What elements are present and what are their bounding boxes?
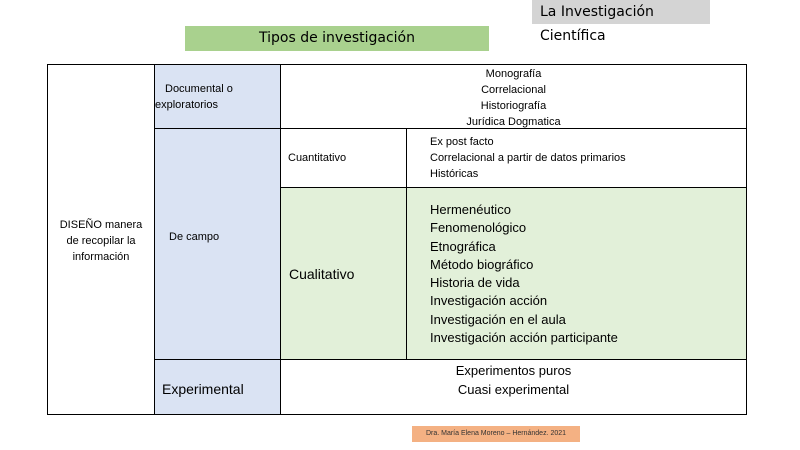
cuantitativo-item: Ex post facto xyxy=(430,136,494,148)
campo-label-cell xyxy=(154,128,281,360)
campo-label: De campo xyxy=(169,231,220,243)
cuantitativo-items-cell xyxy=(406,128,747,188)
cualitativo-item: Fenomenológico xyxy=(430,220,527,236)
cualitativo-item: Investigación acción xyxy=(430,293,548,309)
experimental-items-cell xyxy=(280,359,747,415)
experimental-label: Experimental xyxy=(162,381,244,397)
author-footer: Dra. María Elena Moreno – Hernández. 2021 xyxy=(412,426,580,442)
cualitativo-item: Investigación en el aula xyxy=(430,311,566,327)
documental-label-cell xyxy=(154,64,281,129)
diseno-line: DISEÑO manera xyxy=(59,219,143,231)
cualitativo-item: Etnográfica xyxy=(430,238,496,254)
cualitativo-label: Cualitativo xyxy=(289,266,355,282)
cualitativo-item: Historia de vida xyxy=(430,275,520,291)
cualitativo-items-cell xyxy=(406,187,747,360)
cualitativo-item: Investigación acción participante xyxy=(430,330,618,346)
cualitativo-label-cell xyxy=(280,187,407,360)
experimental-item: Cuasi experimental xyxy=(457,382,570,397)
experimental-item: Experimentos puros xyxy=(455,363,572,378)
cualitativo-item: Método biográfico xyxy=(430,256,534,272)
diseno-line: información xyxy=(72,251,130,263)
cualitativo-item: Hermenéutico xyxy=(430,202,511,217)
diseno-cell xyxy=(47,64,155,415)
documental-label-line: exploratorios xyxy=(155,99,218,111)
documental-item: Correlacional xyxy=(481,84,546,96)
cuantitativo-item: Correlacional a partir de datos primarios xyxy=(430,152,626,164)
documental-item: Historiografía xyxy=(480,100,547,112)
cuantitativo-label: Cuantitativo xyxy=(288,152,347,164)
cuantitativo-label-cell xyxy=(280,128,407,188)
slide-subtitle: Tipos de investigación xyxy=(185,26,489,51)
cuantitativo-item: Históricas xyxy=(430,168,479,180)
documental-label-line: Documental o xyxy=(165,83,233,95)
presentation-title-badge: La Investigación Científica xyxy=(532,0,710,24)
documental-items-cell xyxy=(280,64,747,129)
documental-item: Jurídica Dogmatica xyxy=(466,116,561,128)
diseno-line: de recopilar la xyxy=(66,235,136,247)
documental-item: Monografía xyxy=(485,68,542,80)
experimental-label-cell xyxy=(154,359,281,415)
